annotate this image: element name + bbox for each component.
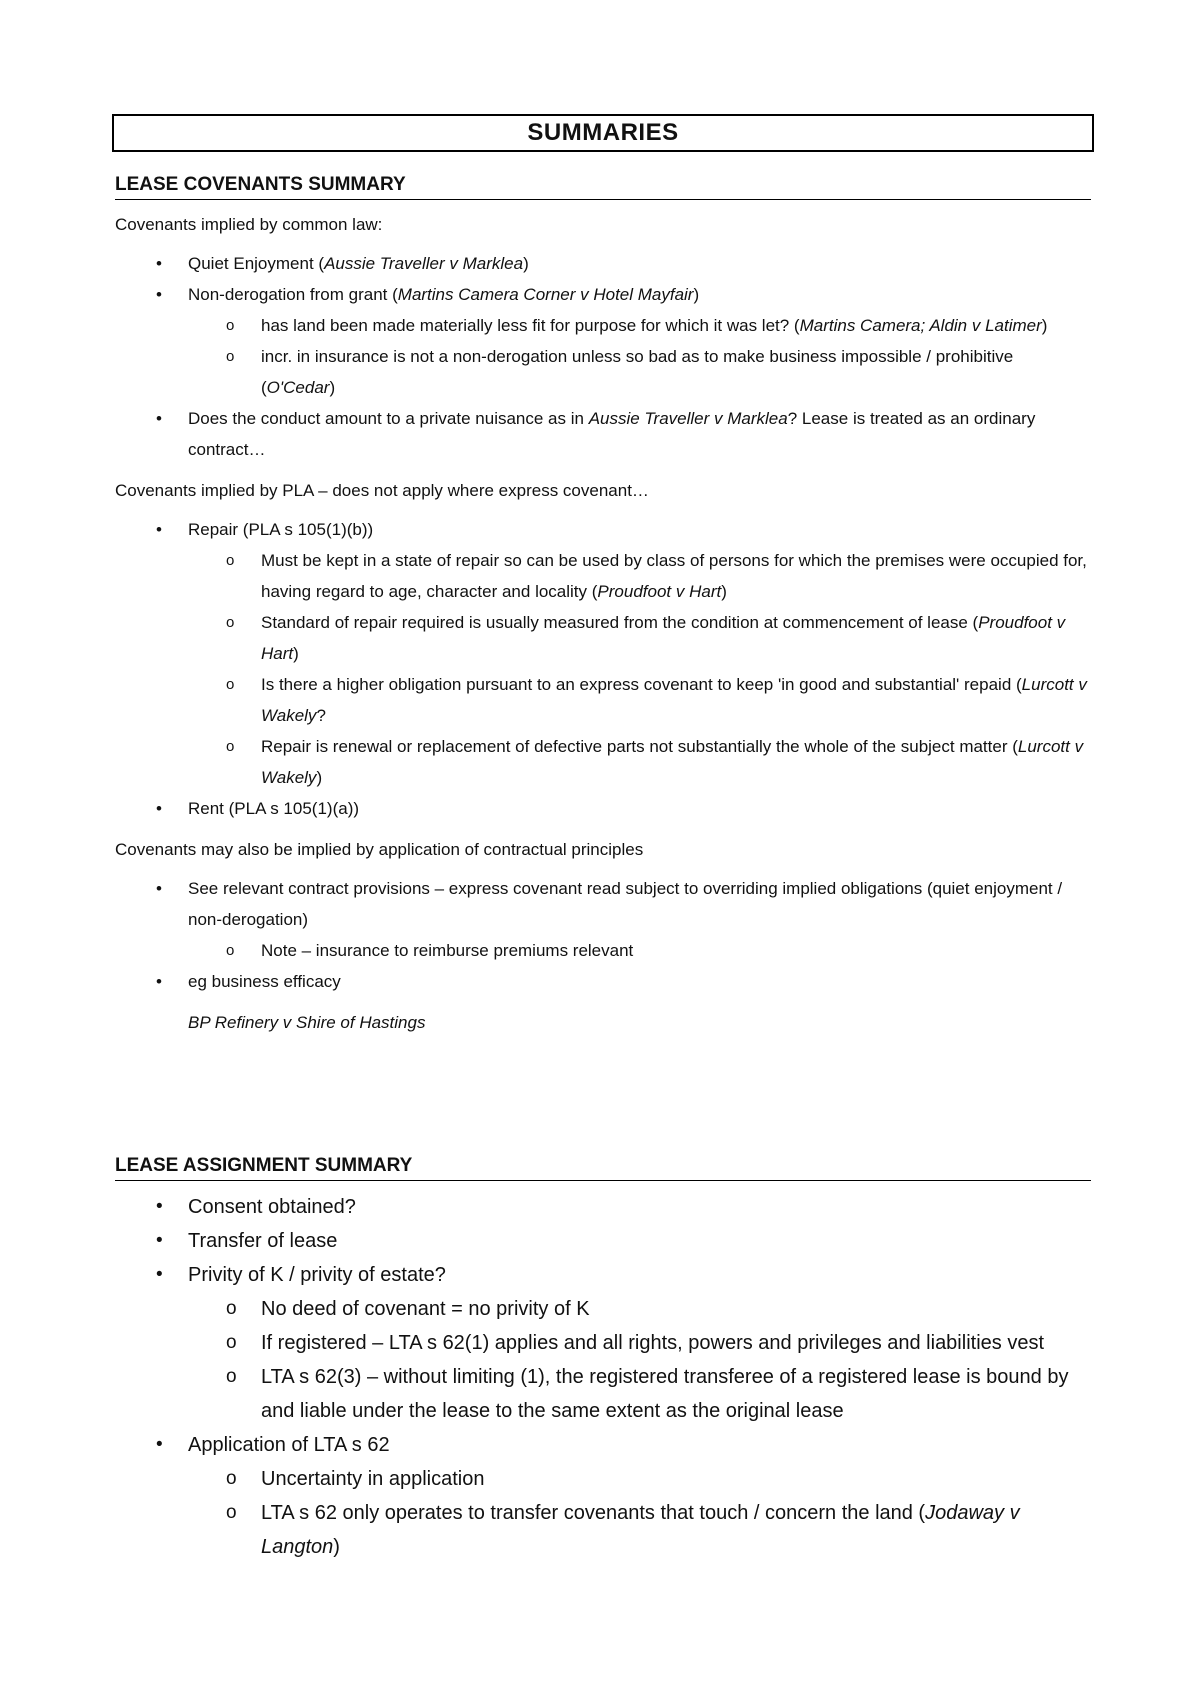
item-text: ) bbox=[1041, 316, 1048, 335]
sub-list-item bbox=[188, 1326, 1091, 1360]
sub-bullet-icon: o bbox=[226, 1502, 237, 1523]
sub-list-item bbox=[188, 1496, 1091, 1564]
case-name: Lurcott v Wakely bbox=[261, 675, 1087, 725]
sub-list-item bbox=[188, 545, 1091, 607]
item-text: ) bbox=[523, 254, 529, 273]
sub-bullet-icon: o bbox=[226, 1332, 237, 1353]
sub-list-item bbox=[188, 1292, 1091, 1326]
bullet-list bbox=[115, 248, 1091, 465]
assignment-section bbox=[115, 1153, 1091, 1574]
bullet-icon: • bbox=[156, 879, 162, 898]
sub-list-item bbox=[188, 310, 1091, 341]
item-text: ) bbox=[333, 1536, 340, 1558]
item-text: Standard of repair required is usually measured from the condition at commencement of lease ( bbox=[261, 613, 979, 632]
item-text: Transfer of lease bbox=[188, 1230, 338, 1252]
item-text: Uncertainty in application bbox=[261, 1468, 485, 1490]
paragraph: Covenants implied by PLA – does not apply where express covenant… bbox=[115, 481, 649, 500]
sub-list bbox=[188, 310, 1091, 403]
item-text: Quiet Enjoyment ( bbox=[188, 254, 325, 273]
item-text: ) bbox=[316, 768, 323, 787]
case-name: Proudfoot v Hart bbox=[597, 582, 722, 601]
section-heading: LEASE ASSIGNMENT SUMMARY bbox=[115, 1153, 1091, 1181]
sub-list-item bbox=[188, 341, 1091, 403]
item-text: ) bbox=[329, 378, 336, 397]
item-text: See relevant contract provisions – express covenant read subject to overriding implied obligations (quiet enjoyment / non-derogation) bbox=[188, 879, 1063, 929]
sub-list-item bbox=[188, 1360, 1091, 1428]
sub-bullet-icon: o bbox=[226, 676, 235, 693]
sub-bullet-icon: o bbox=[226, 942, 235, 959]
item-text: Repair is renewal or replacement of defective parts not substantially the whole of the subject matter ( bbox=[261, 737, 1018, 756]
list-item bbox=[115, 514, 1091, 793]
item-text: If registered – LTA s 62(1) applies and all rights, powers and privileges and liabilities vest bbox=[261, 1332, 1044, 1354]
list-item bbox=[115, 966, 1091, 997]
list-item bbox=[115, 403, 1091, 465]
bullet-icon: • bbox=[156, 799, 162, 818]
list-item bbox=[115, 1224, 1091, 1258]
item-text: ? bbox=[316, 706, 326, 725]
covenants-section bbox=[115, 172, 1091, 1038]
case-name: Proudfoot v Hart bbox=[261, 613, 1066, 663]
sub-list-item bbox=[188, 669, 1091, 731]
bullet-list bbox=[115, 873, 1091, 997]
item-text: ) bbox=[693, 285, 700, 304]
item-text: Is there a higher obligation pursuant to an express covenant to keep 'in good and substantial' repaid ( bbox=[261, 675, 1022, 694]
sub-bullet-icon: o bbox=[226, 1468, 237, 1489]
sub-list bbox=[188, 935, 1091, 966]
sub-list-item bbox=[188, 935, 1091, 966]
page-title: SUMMARIES bbox=[112, 114, 1094, 152]
item-text: Note – insurance to reimburse premiums relevant bbox=[261, 941, 634, 960]
item-text: No deed of covenant = no privity of K bbox=[261, 1298, 590, 1320]
item-text: Application of LTA s 62 bbox=[188, 1434, 390, 1456]
item-text: Rent (PLA s 105(1)(a)) bbox=[188, 799, 360, 818]
list-item bbox=[115, 873, 1091, 966]
bullet-icon: • bbox=[156, 1434, 163, 1455]
item-text: Does the conduct amount to a private nuisance as in bbox=[188, 409, 589, 428]
case-name: Lurcott v Wakely bbox=[261, 737, 1084, 787]
item-text: LTA s 62 only operates to transfer covenants that touch / concern the land ( bbox=[261, 1502, 926, 1524]
sub-bullet-icon: o bbox=[226, 738, 235, 755]
list-item bbox=[115, 1428, 1091, 1564]
item-text: Must be kept in a state of repair so can be used by class of persons for which the premises were occupied for, having regard to age, character and locality ( bbox=[261, 551, 1087, 601]
bullet-icon: • bbox=[156, 1196, 163, 1217]
list-item bbox=[115, 793, 1091, 824]
paragraph: Covenants implied by common law: bbox=[115, 215, 383, 234]
bullet-icon: • bbox=[156, 285, 162, 304]
sub-list bbox=[188, 545, 1091, 793]
bullet-list bbox=[115, 1190, 1091, 1564]
sub-list bbox=[188, 1292, 1091, 1428]
bullet-icon: • bbox=[156, 972, 162, 991]
bullet-icon: • bbox=[156, 409, 162, 428]
item-text: eg business efficacy bbox=[188, 972, 341, 991]
case-name: O'Cedar bbox=[266, 378, 330, 397]
case-name: Aussie Traveller v Marklea bbox=[588, 409, 788, 428]
item-text: ) bbox=[721, 582, 727, 601]
list-item bbox=[115, 279, 1091, 403]
bullet-icon: • bbox=[156, 1264, 163, 1285]
item-text: ? Lease is treated as an ordinary contract… bbox=[188, 409, 1036, 459]
sub-list-item bbox=[188, 607, 1091, 669]
sub-bullet-icon: o bbox=[226, 1366, 237, 1387]
item-text: incr. in insurance is not a non-derogation unless so bad as to make business impossible / prohibitive ( bbox=[261, 347, 1014, 397]
sub-bullet-icon: o bbox=[226, 317, 235, 334]
sub-bullet-icon: o bbox=[226, 1298, 237, 1319]
bullet-icon: • bbox=[156, 1230, 163, 1251]
list-item bbox=[115, 248, 1091, 279]
sub-bullet-icon: o bbox=[226, 552, 235, 569]
sub-list bbox=[188, 1462, 1091, 1564]
item-text: Non-derogation from grant ( bbox=[188, 285, 398, 304]
case-name: Martins Camera Corner v Hotel Mayfair bbox=[397, 285, 694, 304]
bullet-icon: • bbox=[156, 254, 162, 273]
list-item bbox=[115, 1258, 1091, 1428]
item-text: has land been made materially less fit for purpose for which it was let? ( bbox=[261, 316, 800, 335]
item-text: ) bbox=[293, 644, 299, 663]
item-text: Privity of K / privity of estate? bbox=[188, 1264, 446, 1286]
sub-list-item bbox=[188, 731, 1091, 793]
sub-list-item bbox=[188, 1462, 1091, 1496]
case-reference: BP Refinery v Shire of Hastings bbox=[188, 1013, 426, 1032]
case-name: Martins Camera; Aldin v Latimer bbox=[799, 316, 1042, 335]
bullet-list bbox=[115, 514, 1091, 824]
case-name: Jodaway v Langton bbox=[261, 1502, 1020, 1558]
sub-bullet-icon: o bbox=[226, 614, 235, 631]
paragraph: Covenants may also be implied by application of contractual principles bbox=[115, 840, 644, 859]
list-item bbox=[115, 1190, 1091, 1224]
case-name: Aussie Traveller v Marklea bbox=[324, 254, 524, 273]
sub-bullet-icon: o bbox=[226, 348, 235, 365]
section-heading: LEASE COVENANTS SUMMARY bbox=[115, 172, 1091, 200]
item-text: Repair (PLA s 105(1)(b)) bbox=[188, 520, 374, 539]
item-text: LTA s 62(3) – without limiting (1), the registered transferee of a registered lease is bound by and liable under the lease to the same extent as the original lease bbox=[261, 1366, 1069, 1422]
bullet-icon: • bbox=[156, 520, 162, 539]
item-text: Consent obtained? bbox=[188, 1196, 356, 1218]
